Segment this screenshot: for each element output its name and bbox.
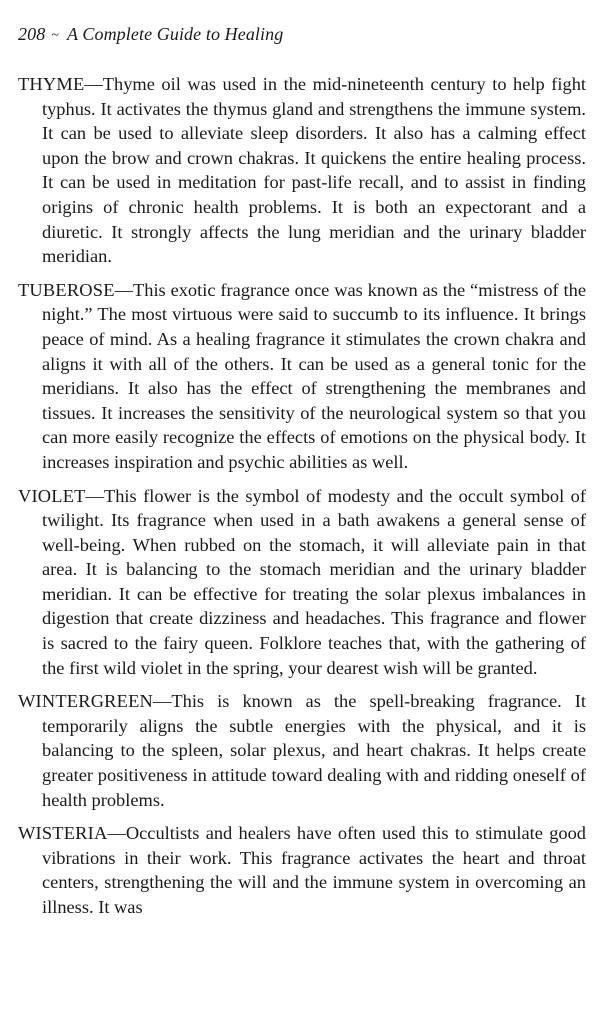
entry-violet: VIOLET—This flower is the symbol of modesty and the occult symbol of twilight. Its fragrance when used in a bath awakens a general sense of well-being. When rubbed on the stomach, it will alleviate pain in that area. It is balancing to the stomach meridian and the urinary bladder meridian. It can be effective for treating the solar plexus imbalances in digestion that create dizziness and headaches. This fragrance and flower is sacred to the fairy queen. Folklore teaches that, with the gathering of the first wild violet in the spring, your dearest wish will be granted. [18, 485, 586, 678]
entry-term: TUBEROSE [18, 279, 115, 300]
entry-text: This is known as the spell-breaking fragrance. It temporarily aligns the subtle energies with the physical, and it is balancing to the spleen, solar plexus, and heart chakras. It helps create greater positiveness in attitude toward dealing with and ridding oneself of health problems. [42, 691, 586, 810]
entry-term: THYME [18, 74, 85, 94]
entry-tuberose: TUBEROSE—This exotic fragrance once was known as the “mistress of the night.” The most virtuous were said to succumb to its influence. It brings peace of mind. As a healing fragrance it stimulates the crown chakra and aligns it with all of the others. It can be used as a general tonic for the meridians. It also has the effect of strengthening the membranes and tissues. It increases the sensitivity of the neurological system so that you can more easily recognize the effects of emotions on the physical body. It increases inspiration and psychic abilities as well. [18, 279, 586, 472]
running-head [18, 22, 586, 49]
entry-thyme: THYME—Thyme oil was used in the mid-nineteenth century to help fight typhus. It activates the thymus gland and strengthens the immune system. It can be used to alleviate sleep disorders. It also has a calming effect upon the brow and crown chakras. It quickens the entire healing process. It can be used in meditation for past-life recall, and to assist in finding origins of chronic health problems. It is both an expectorant and a diuretic. It strongly affects the lung meridian and the urinary bladder meridian. [18, 74, 586, 267]
entry-wisteria: WISTERIA—Occultists and healers have often used this to stimulate good vibrations in their work. This fragrance activates the heart and throat centers, strengthening the will and the immune system in overcoming an illness. It was [18, 823, 586, 917]
entry-wintergreen: WINTERGREEN—This is known as the spell-breaking fragrance. It temporarily aligns the subtle energies with the physical, and it is balancing to the spleen, solar plexus, and heart chakras. It helps create greater positiveness in attitude toward dealing with and ridding oneself of health problems. [18, 691, 586, 810]
entry-text: This flower is the symbol of modesty and the occult symbol of twilight. Its fragrance when used in a bath awakens a general sense of well-being. When rubbed on the stomach, it will alleviate pain in that area. It is balancing to the stomach meridian and the urinary bladder meridian. It can be effective for treating the solar plexus imbalances in digestion that create dizziness and headaches. This fragrance and flower is sacred to the fairy queen. Folklore teaches that, with the gathering of the first wild violet in the spring, your dearest wish will be granted. [42, 485, 586, 678]
entry-term: WISTERIA [18, 823, 108, 844]
entry-term: VIOLET [18, 485, 86, 506]
entry-text: Thyme oil was used in the mid-nineteenth century to help fight typhus. It activates the thymus gland and strengthens the immune system. It can be used to alleviate sleep disorders. It also has a calming effect upon the brow and crown chakras. It quickens the entire healing process. It can be used in meditation for past-life recall, and to assist in finding origins of chronic health problems. It is both an expectorant and a diuretic. It strongly affects the lung meridian and the urinary bladder meridian. [42, 74, 586, 267]
entry-text: This exotic fragrance once was known as the “mistress of the night.” The most virtuous were said to succumb to its influence. It brings peace of mind. As a healing fragrance it stimulates the crown chakra and aligns it with all of the others. It can be used as a general tonic for the meridians. It also has the effect of strengthening the membranes and tissues. It increases the sensitivity of the neurological system so that you can more easily recognize the effects of emotions on the physical body. It increases inspiration and psychic abilities as well. [42, 279, 586, 472]
entry-text: Occultists and healers have often used this to stimulate good vibrations in their work. This fragrance activates the heart and throat centers, strengthening the will and the immune system in overcoming an illness. It was [42, 823, 586, 917]
page-number: 208 [18, 24, 46, 44]
entry-term: WINTERGREEN [18, 691, 153, 712]
book-title: A Complete Guide to Healing [67, 24, 284, 44]
header-separator: ~ [51, 28, 59, 43]
